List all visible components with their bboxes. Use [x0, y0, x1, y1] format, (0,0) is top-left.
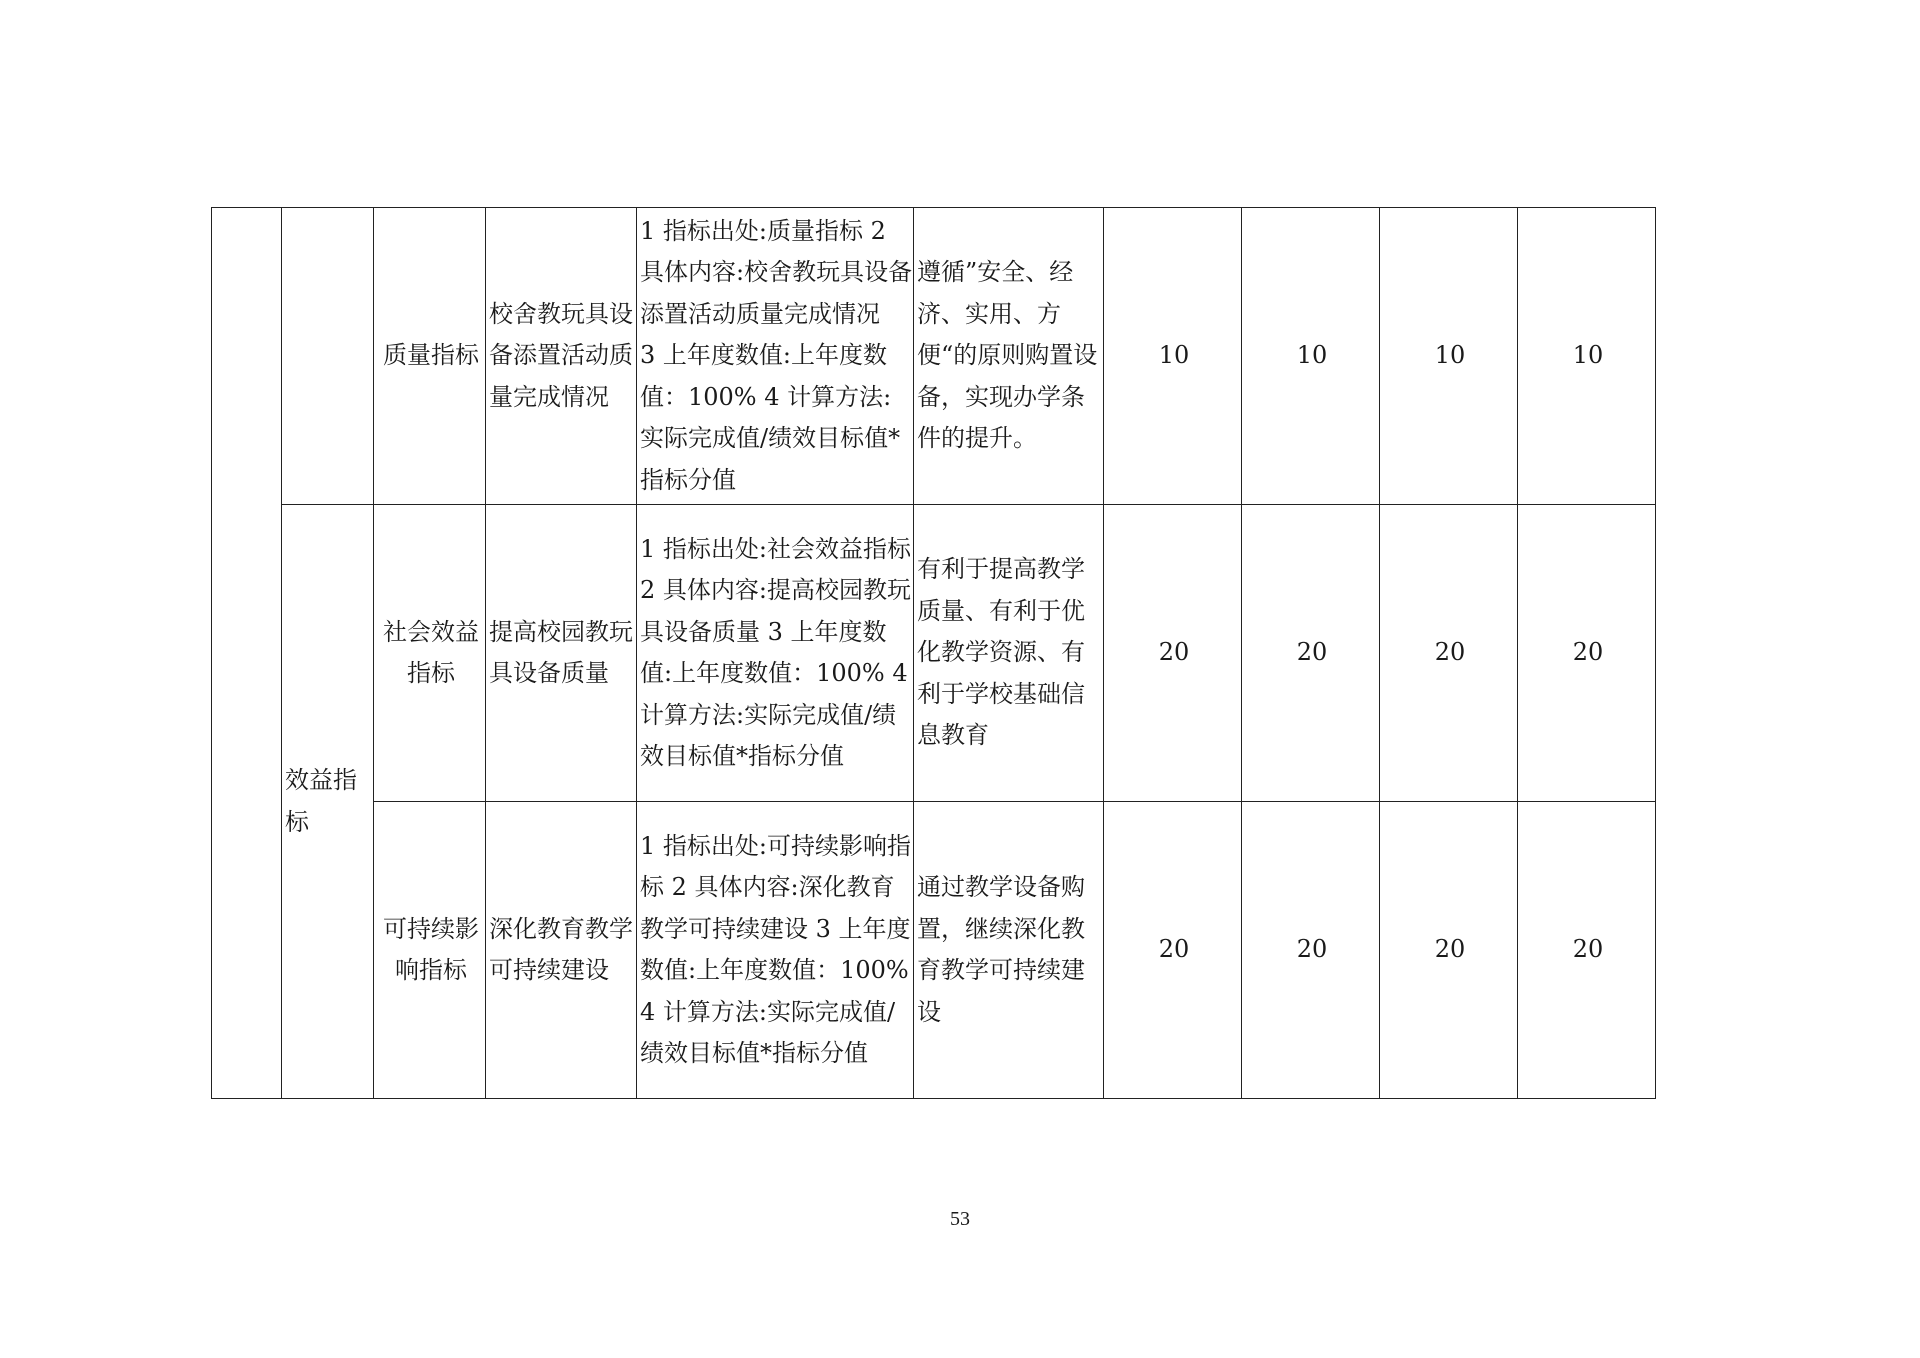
indicator-name-cell: 深化教育教学可持续建设 [486, 802, 637, 1099]
sub-indicator-cell: 质量指标 [374, 208, 486, 505]
sub-indicator-cell: 可持续影响指标 [374, 802, 486, 1099]
page-number: 53 [950, 1208, 970, 1230]
score-cell: 20 [1380, 505, 1518, 802]
score-cell: 20 [1518, 802, 1656, 1099]
score-cell: 20 [1242, 802, 1380, 1099]
score-cell: 20 [1104, 802, 1242, 1099]
dimension-cell-empty [282, 208, 374, 505]
performance-indicator-table [211, 207, 1656, 1099]
score-cell: 20 [1518, 505, 1656, 802]
indicator-name-cell: 校舍教玩具设备添置活动质量完成情况 [486, 208, 637, 505]
indicator-target-cell: 1 指标出处:社会效益指标 2 具体内容:提高校园教玩具设备质量 3 上年度数值:上年度数值：100% 4 计算方法:实际完成值/绩效目标值*指标分值 [637, 505, 914, 802]
indicator-target-cell: 1 指标出处:可持续影响指标 2 具体内容:深化教育教学可持续建设 3 上年度数值:上年度数值：100% 4 计算方法:实际完成值/绩效目标值*指标分值 [637, 802, 914, 1099]
indicator-reason-cell: 通过教学设备购置，继续深化教育教学可持续建设 [914, 802, 1104, 1099]
score-cell: 10 [1242, 208, 1380, 505]
score-cell: 10 [1380, 208, 1518, 505]
indicator-name-cell: 提高校园教玩具设备质量 [486, 505, 637, 802]
blank-left-cell [212, 208, 282, 1099]
indicator-reason-cell: 有利于提高教学质量、有利于优化教学资源、有利于学校基础信息教育 [914, 505, 1104, 802]
indicator-reason-cell: 遵循”安全、经济、实用、方便“的原则购置设备，实现办学条件的提升。 [914, 208, 1104, 505]
score-cell: 10 [1518, 208, 1656, 505]
score-cell: 20 [1104, 505, 1242, 802]
sub-indicator-cell: 社会效益指标 [374, 505, 486, 802]
score-cell: 10 [1104, 208, 1242, 505]
table-row [212, 802, 1656, 1099]
dimension-group-cell: 效益指标 [282, 505, 374, 1099]
table-row [212, 208, 1656, 505]
score-cell: 20 [1380, 802, 1518, 1099]
score-cell: 20 [1242, 505, 1380, 802]
indicator-target-cell: 1 指标出处:质量指标 2 具体内容:校舍教玩具设备添置活动质量完成情况 3 上年度数值:上年度数值：100% 4 计算方法:实际完成值/绩效目标值*指标分值 [637, 208, 914, 505]
table-row [212, 505, 1656, 802]
